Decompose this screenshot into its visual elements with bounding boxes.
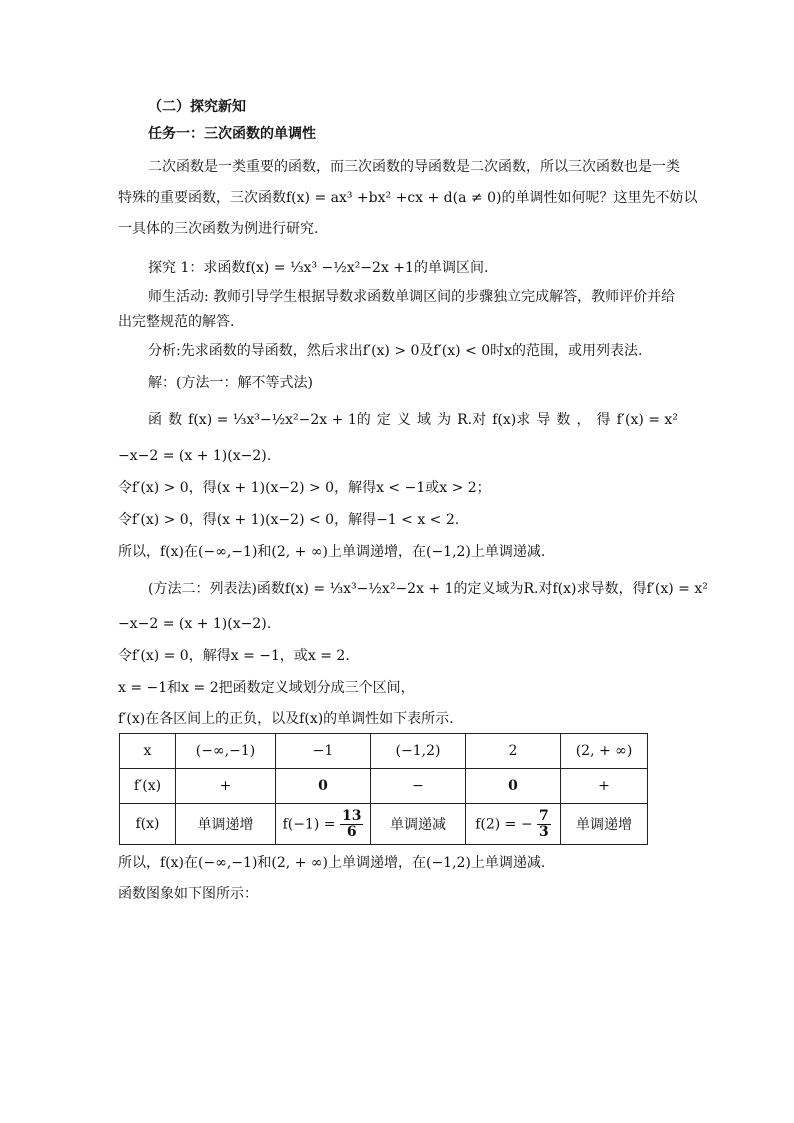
table-cell: 2 [466,734,561,769]
m1-part: 得 [596,412,611,428]
method2-line-5: f′(x)在各区间上的正负，以及f(x)的单调性如下表所示. [118,711,454,727]
table-row [120,769,648,804]
teacher-activity-line-2: 出完整规范的解答. [118,314,235,330]
method1-line-2: −x−2 = (x + 1)(x−2). [118,448,272,464]
table-cell: 单调递增 [176,804,276,845]
m1-part: 函 [148,412,162,428]
fraction-denominator: 6 [346,823,357,840]
explore-1: 探究 1：求函数f(x) = ⅓x³ −½x²−2x +1的单调区间. [148,260,489,276]
m1-part: 导 [536,412,551,428]
m1-part: 数 [168,412,183,428]
m1-part: 域 [416,412,431,428]
table-row [120,804,648,845]
method1-line-1 [148,410,678,430]
method2-line-3: 令f′(x) = 0，解得x = −1，或x = 2. [118,648,350,664]
table-cell: − [371,769,466,804]
table-cell: 0 [466,769,561,804]
table-cell: 0 [276,769,371,804]
m1-part: ， [576,412,591,428]
table-cell: + [561,769,648,804]
table-cell: 单调递增 [561,804,648,845]
table-row [120,734,648,769]
table-cell: f′(x) [120,769,176,804]
table-cell: + [176,769,276,804]
m1-part: 定 [376,412,391,428]
graph-intro: 函数图象如下图所示： [118,886,258,902]
method2-line-4: x = −1和x = 2把函数定义域划分成三个区间， [118,680,415,696]
conclusion: 所以，f(x)在(−∞,−1)和(2, + ∞)上单调递增，在(−1,2)上单调递减. [118,855,546,871]
m1-part: R.对 [457,412,487,428]
m1-part: 义 [396,412,411,428]
fraction-7-3 [537,809,551,840]
intro-line-1: 二次函数是一类重要的函数，而三次函数的导函数是二次函数，所以三次函数也是一类 [148,159,680,175]
m1-part: f′(x) = x² [616,412,678,428]
m1-part: 数 [556,412,571,428]
table-cell: f(x) [120,804,176,845]
fraction-numerator: 13 [341,807,362,824]
table-cell: 单调递减 [371,804,466,845]
analysis: 分析:先求函数的导函数，然后求出f′(x) > 0及f′(x) < 0时x的范围，或用列表法. [148,343,643,359]
fraction-denominator: 3 [539,823,549,840]
table-cell [466,804,561,845]
solution-label: 解：(方法一：解不等式法) [148,375,313,391]
m1-part: f(x)求 [492,412,531,428]
table-cell: −1 [276,734,371,769]
m1-part: f(x) = ⅓x³−½x²−2x + 1的 [188,412,371,428]
m1-part: 为 [437,412,452,428]
method2-line-1: (方法二：列表法)函数f(x) = ⅓x³−½x²−2x + 1的定义域为R.对f(x)求导数，得f′(x) = x² [148,581,708,597]
table-cell: x [120,734,176,769]
method2-line-2: −x−2 = (x + 1)(x−2). [118,616,272,632]
intro-line-3: 一具体的三次函数为例进行研究. [118,221,319,237]
table-cell: (−1,2) [371,734,466,769]
teacher-activity-line-1: 师生活动: 教师引导学生根据导数求函数单调区间的步骤独立完成解答，教师评价并给 [148,289,676,305]
f-minus1-label: f(−1) = [282,816,336,832]
method1-line-4: 令f′(x) > 0，得(x + 1)(x−2) < 0，解得−1 < x < 2. [118,512,460,528]
sign-table [119,733,648,845]
method1-line-3: 令f′(x) > 0，得(x + 1)(x−2) > 0，解得x < −1或x > 2； [118,480,491,496]
task-title: 任务一：三次函数的单调性 [148,126,316,142]
section-title: （二）探究新知 [148,99,246,115]
fraction-13-6 [340,809,363,840]
table-cell [276,804,371,845]
fraction-numerator: 7 [539,807,549,824]
table-cell: (−∞,−1) [176,734,276,769]
method1-line-5: 所以，f(x)在(−∞,−1)和(2, + ∞)上单调递增，在(−1,2)上单调递减. [118,544,546,560]
intro-line-2: 特殊的重要函数，三次函数f(x) = ax³ +bx² +cx + d(a ≠ 0)的单调性如何呢？这里先不妨以 [118,190,698,206]
table-cell: (2, + ∞) [561,734,648,769]
f-2-label: f(2) = − [475,816,533,832]
